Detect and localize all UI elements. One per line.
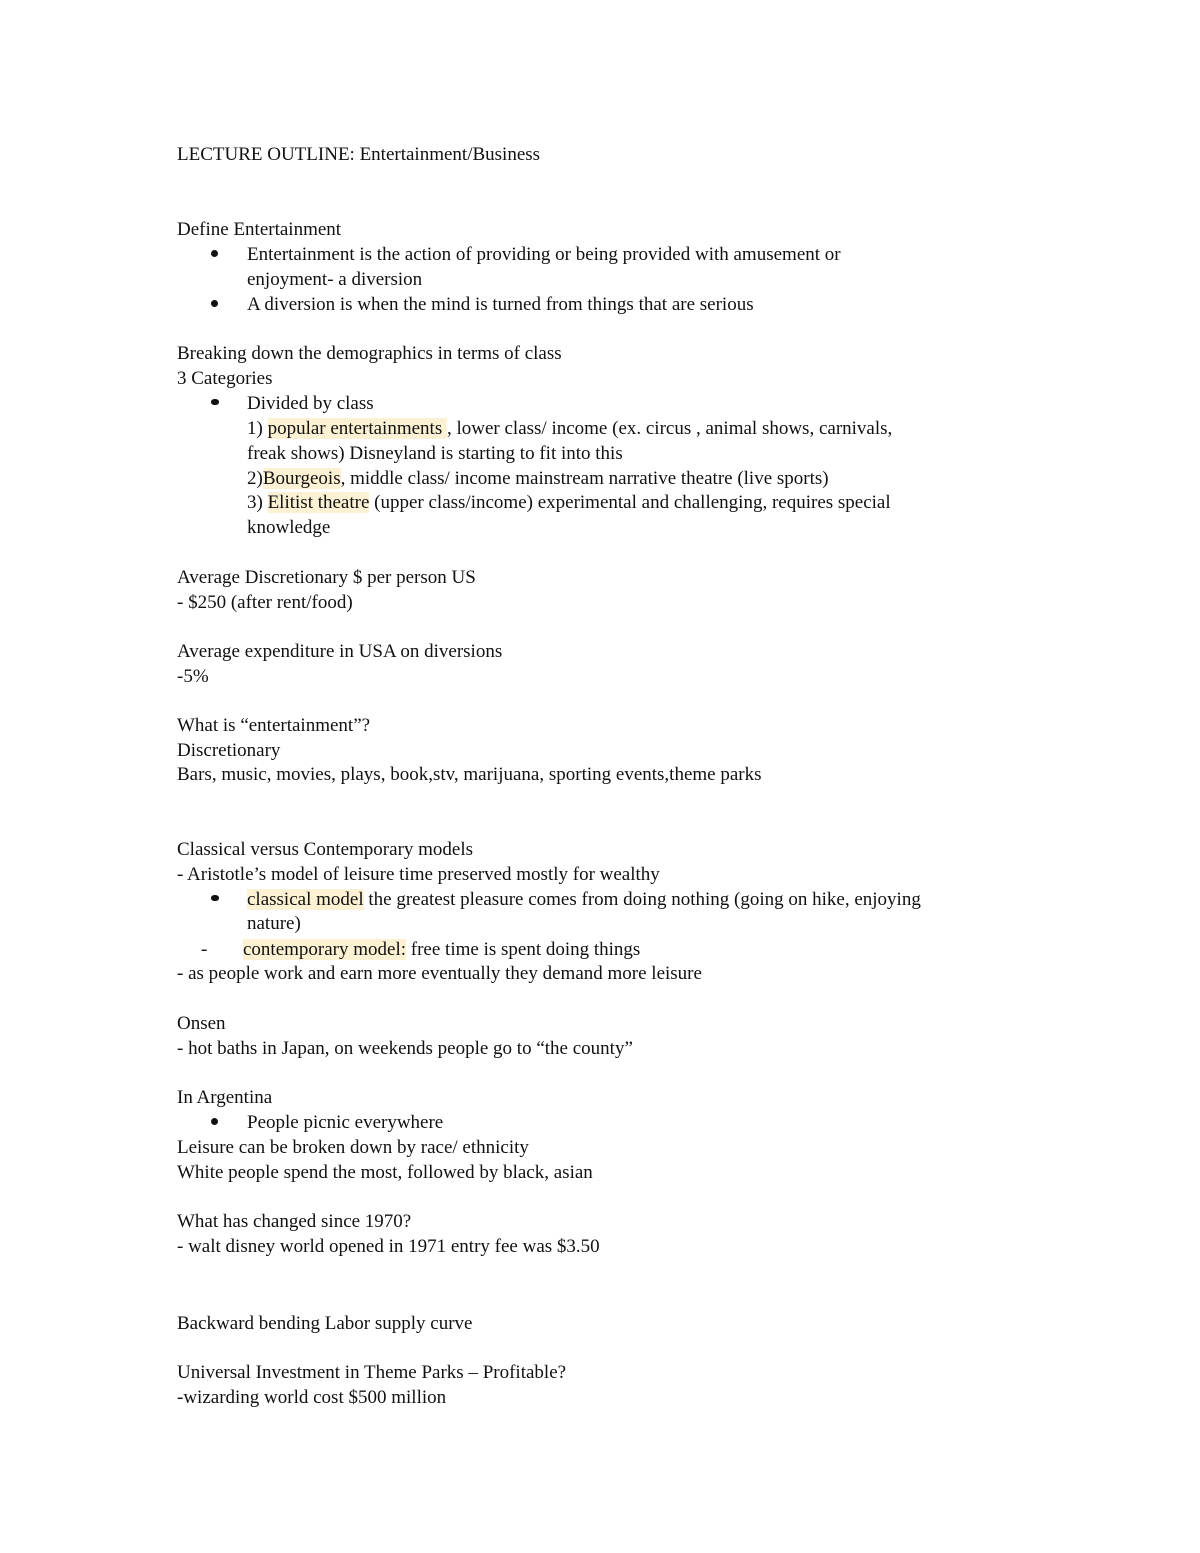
bullet-icon (211, 250, 218, 257)
category-2-text: , middle class/ income mainstream narrative theatre (live sports) (340, 468, 829, 489)
section-heading-define: Define Entertainment (177, 219, 342, 240)
define-bullet-1-line-1: Entertainment is the action of providing or being provided with amusement or (247, 244, 841, 265)
section-heading-universal: Universal Investment in Theme Parks – Profitable? (177, 1362, 567, 1383)
category-3-line-2: knowledge (247, 517, 331, 538)
aristotle-line: - Aristotle’s model of leisure time preserved mostly for wealthy (177, 864, 660, 885)
section-heading-changed: What has changed since 1970? (177, 1211, 412, 1232)
classical-model-text: the greatest pleasure comes from doing nothing (going on hike, enjoying (363, 889, 921, 910)
expenditure-value: -5% (177, 666, 209, 687)
define-bullet-2: A diversion is when the mind is turned from things that are serious (247, 294, 754, 315)
category-1-line-2: freak shows) Disneyland is starting to fit into this (247, 443, 623, 464)
highlight-classical-model: classical model (247, 889, 364, 910)
leisure-race-line: Leisure can be broken down by race/ ethnicity (177, 1137, 529, 1158)
category-3-number: 3) (247, 492, 268, 513)
section-heading-argentina: In Argentina (177, 1087, 273, 1108)
section-heading-onsen: Onsen (177, 1013, 226, 1034)
highlight-popular-entertainments: popular entertainments (267, 418, 447, 439)
bullet-icon (211, 895, 219, 901)
category-1-text: , lower class/ income (ex. circus , animal shows, carnivals, (446, 418, 893, 439)
highlight-contemporary-model: contemporary model: (243, 939, 407, 960)
what-subheading: Discretionary (177, 740, 281, 761)
what-list: Bars, music, movies, plays, book,stv, marijuana, sporting events,theme parks (177, 764, 762, 785)
define-bullet-1-line-2: enjoyment- a diversion (247, 269, 423, 290)
argentina-bullet: People picnic everywhere (247, 1112, 444, 1133)
bullet-icon (211, 399, 219, 405)
discretionary-value: - $250 (after rent/food) (177, 592, 353, 613)
highlight-elitist-theatre: Elitist theatre (267, 492, 370, 513)
bullet-icon (211, 1118, 218, 1125)
bullet-icon (211, 300, 218, 307)
changed-text: - walt disney world opened in 1971 entry fee was $3.50 (177, 1236, 600, 1257)
contemporary-model-line (243, 937, 640, 962)
universal-text: -wizarding world cost $500 million (177, 1387, 447, 1408)
work-leisure-line: - as people work and earn more eventually they demand more leisure (177, 963, 702, 984)
demographics-subheading: 3 Categories (177, 368, 273, 389)
section-heading-expenditure: Average expenditure in USA on diversions (177, 641, 503, 662)
contemporary-model-text: free time is spent doing things (406, 939, 641, 960)
demographics-bullet: Divided by class (247, 393, 374, 414)
category-2-number: 2) (247, 468, 263, 489)
section-heading-demographics: Breaking down the demographics in terms of class (177, 343, 562, 364)
spend-line: White people spend the most, followed by black, asian (177, 1162, 593, 1183)
dash-marker: - (201, 939, 208, 960)
onsen-text: - hot baths in Japan, on weekends people go to “the county” (177, 1038, 633, 1059)
category-3-text: (upper class/income) experimental and challenging, requires special (369, 492, 891, 513)
classical-model-line-2: nature) (247, 913, 301, 934)
page-title: LECTURE OUTLINE: Entertainment/Business (177, 144, 541, 165)
section-heading-labor-supply: Backward bending Labor supply curve (177, 1313, 473, 1334)
section-heading-what-is-entertainment: What is “entertainment”? (177, 715, 371, 736)
classical-model-line-1 (247, 887, 921, 912)
highlight-bourgeois: Bourgeois (262, 468, 341, 489)
category-1-number: 1) (247, 418, 268, 439)
section-heading-models: Classical versus Contemporary models (177, 839, 474, 860)
category-3-line-1 (247, 490, 891, 515)
category-2-line (247, 466, 829, 491)
section-heading-discretionary: Average Discretionary $ per person US (177, 567, 476, 588)
category-1-line-1 (247, 416, 892, 441)
